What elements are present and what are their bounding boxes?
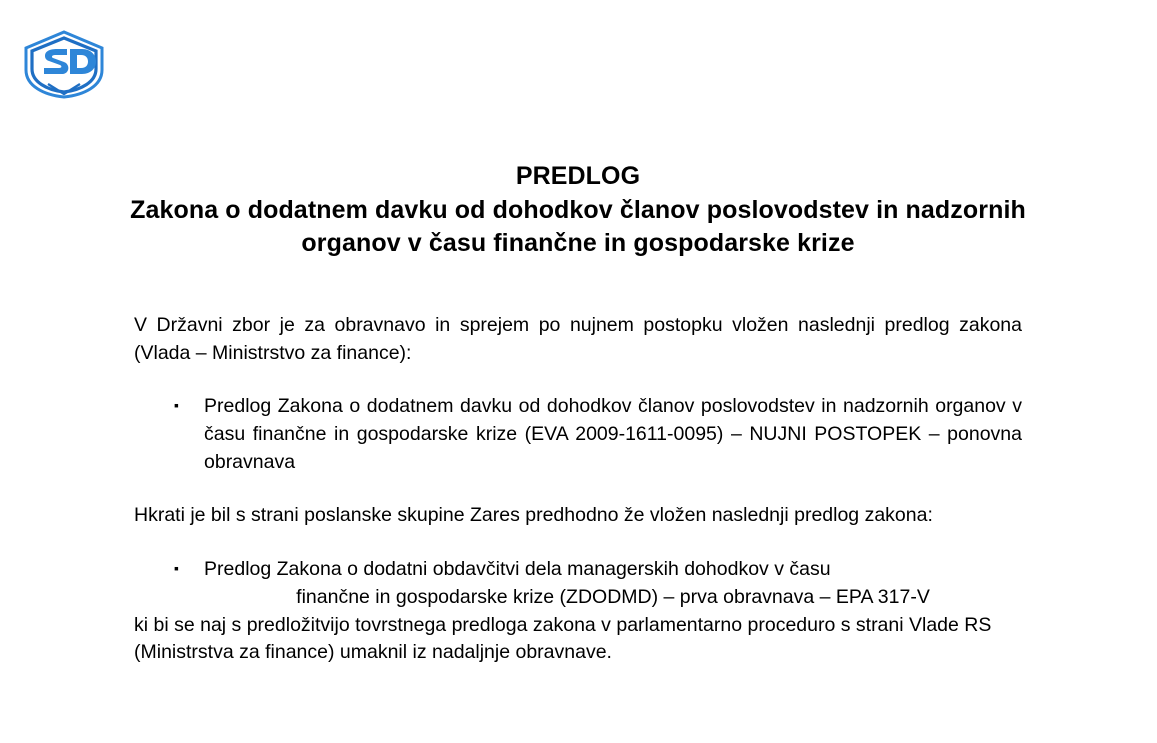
bullet-square-icon: ▪	[174, 397, 179, 414]
bullet-square-icon: ▪	[174, 560, 179, 577]
spacer	[134, 530, 1022, 556]
spacer	[134, 476, 1022, 502]
bullet-item-1-text: Predlog Zakona o dodatnem davku od dohodkov članov poslovodstev in nadzornih organov v času finančne in gospodarske krize (EVA 2009-1611-0095) – NUJNI POSTOPEK – ponovna obravnava	[204, 395, 1022, 473]
page-title	[128, 160, 1028, 261]
title-line-1: PREDLOG	[515, 162, 641, 190]
bullet-item-1	[134, 393, 1022, 476]
title-line-2: Zakona o dodatnem davku od dohodkov članov poslovodstev in nadzornih organov v času finančne in gospodarske krize	[130, 195, 1026, 257]
slide-body	[134, 312, 1022, 667]
bullet-item-2-text-line-2: finančne in gospodarske krize (ZDODMD) – prva obravnava – EPA 317-V	[296, 585, 930, 608]
intro-paragraph: V Državni zbor je za obravnavo in sprejem po nujnem postopku vložen naslednji predlog zakona (Vlada – Ministrstvo za finance):	[134, 314, 1022, 364]
spacer	[134, 367, 1022, 393]
bullet-item-2-text: Predlog Zakona o dodatni obdavčitvi dela managerskih dohodkov v času	[204, 558, 831, 581]
sd-logo	[18, 28, 110, 100]
middle-paragraph: Hkrati je bil s strani poslanske skupine Zares predhodno že vložen naslednji predlog zakona:	[134, 504, 933, 527]
closing-paragraph: ki bi se naj s predložitvijo tovrstnega predloga zakona v parlamentarno proceduro s strani Vlade RS (Ministrstva za finance) umaknil iz nadaljnje obravnave.	[134, 613, 992, 664]
bullet-item-2	[134, 556, 1022, 584]
